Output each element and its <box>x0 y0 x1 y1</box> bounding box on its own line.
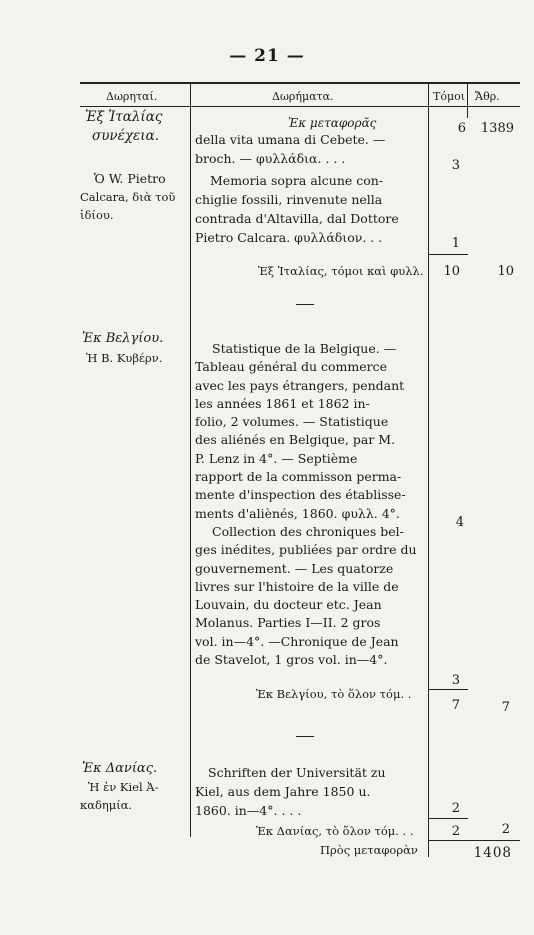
italy-memoria-count: 1 <box>451 236 460 251</box>
gift-line: folio, 2 volumes. — Statistique <box>195 414 389 430</box>
header-volumes: Τόμοι <box>433 90 466 103</box>
donor-government: Ἡ Β. Κυβέρν. <box>86 351 163 365</box>
gift-line: livres sur l'histoire de la ville de <box>195 578 399 594</box>
country-denmark: Ἐκ Δανίας. <box>82 761 158 776</box>
gift-line: Collection des chroniques bel- <box>212 523 404 539</box>
belgium-subtotal-volumes: 7 <box>451 698 460 713</box>
section-separator <box>296 736 314 737</box>
gift-line: ments d'aliènés, 1860. φυλλ. 4°. <box>195 505 400 521</box>
donor-calcara-2: Calcara, διὰ τοῦ <box>80 190 176 204</box>
gift-line: gouvernement. — Les quatorze <box>195 560 394 576</box>
gift-line: rapport de la commisson perma- <box>195 469 402 485</box>
donor-kiel-academy: Ἡ ἐν Kiel Ἀ- <box>88 780 159 794</box>
gift-line: mente d'inspection des établisse- <box>195 487 406 503</box>
country-italy: Ἐξ Ἰταλίας <box>85 109 163 125</box>
gift-line: les années 1861 et 1862 in- <box>195 395 370 411</box>
donor-kiel-academy-2: καδημία. <box>80 798 133 812</box>
gift-line: Molanus. Parties I—II. 2 gros <box>195 615 381 631</box>
gift-line: P. Lenz in 4°. — Septième <box>195 450 358 466</box>
italy-subtotal-label: Ἐξ Ἰταλίας, τόμοι καὶ φυλλ. <box>258 264 424 278</box>
gift-line: Louvain, du docteur etc. Jean <box>195 597 382 613</box>
gift-line: avec les pays étrangers, pendant <box>195 377 405 393</box>
carry-forward-total: 1408 <box>473 845 512 861</box>
donor-calcara: Ὁ W. Pietro <box>94 171 166 186</box>
gift-line: des aliénés en Belgique, par M. <box>195 432 396 448</box>
gift-line: Memoria sopra alcune con- <box>210 173 384 188</box>
gift-line: chiglie fossili, rinvenute nella <box>195 192 383 207</box>
country-belgium: Ἐκ Βελγίου. <box>82 331 164 346</box>
column-divider-3 <box>467 82 468 118</box>
country-italy-cont: συνέχεια. <box>92 128 159 144</box>
gift-line: broch. — φυλλάδια. . . . <box>195 151 346 166</box>
belgium-gifts <box>195 340 417 669</box>
denmark-subtotal-total: 2 <box>501 822 510 837</box>
gift-line: vol. in—4°. —Chronique de Jean <box>195 633 399 649</box>
italy-subtotal-total: 10 <box>497 264 514 279</box>
gift-line: Pietro Calcara. φυλλάδιον. . . <box>195 230 383 245</box>
gift-line: Kiel, aus dem Jahre 1850 u. <box>195 784 371 799</box>
italy-carry-total: 1389 <box>480 121 514 136</box>
belgium-chroniques-count: 3 <box>451 673 460 688</box>
header-rule <box>80 106 520 107</box>
denmark-count: 2 <box>451 801 460 816</box>
gift-line: Schriften der Universität zu <box>208 765 386 780</box>
header-gifts: Δωρήματα. <box>272 90 334 103</box>
gift-line: Tableau général du commerce <box>195 359 387 375</box>
gift-line: 1860. in—4°. . . . <box>195 803 302 818</box>
denmark-subtotal-volumes: 2 <box>451 824 460 839</box>
gift-line: de Stavelot, 1 gros vol. in—4°. <box>195 652 388 668</box>
header-total: Ἄθρ. <box>475 90 500 103</box>
gift-line: Statistique de la Belgique. — <box>212 341 397 356</box>
gift-line: contrada d'Altavilla, dal Dottore <box>195 211 399 226</box>
belgium-subtotal-total: 7 <box>501 700 510 715</box>
carry-forward-rule <box>428 840 520 841</box>
gift-line: della vita umana di Cebete. — <box>195 132 386 147</box>
belgium-subtotal-rule <box>428 689 468 690</box>
gift-line: ges inédites, publiées par ordre du <box>195 542 417 558</box>
denmark-subtotal-label: Ἐκ Δανίας, τὸ ὅλον τόμ. . . <box>256 824 414 838</box>
italy-subtotal-rule <box>428 254 468 255</box>
column-divider-2 <box>428 82 429 857</box>
section-separator <box>296 304 314 305</box>
table-top-rule <box>80 82 520 84</box>
belgium-statistique-count: 4 <box>455 515 464 530</box>
donor-calcara-3: ἰδίου. <box>80 208 114 222</box>
denmark-subtotal-rule <box>428 818 468 819</box>
header-donors: Δωρηταί. <box>106 90 158 103</box>
carry-forward-label: Πρὸς μεταφορὰν <box>320 843 418 857</box>
italy-brochures-count: 3 <box>451 158 460 173</box>
gift-line: Ἐκ μεταφορᾶς <box>288 116 377 130</box>
page-number: — 21 — <box>229 46 305 66</box>
italy-carry-volumes: 6 <box>457 121 466 136</box>
belgium-subtotal-label: Ἐκ Βελγίου, τὸ ὅλον τόμ. . <box>256 687 412 701</box>
column-divider-1 <box>190 82 191 837</box>
italy-subtotal-volumes: 10 <box>443 264 460 279</box>
